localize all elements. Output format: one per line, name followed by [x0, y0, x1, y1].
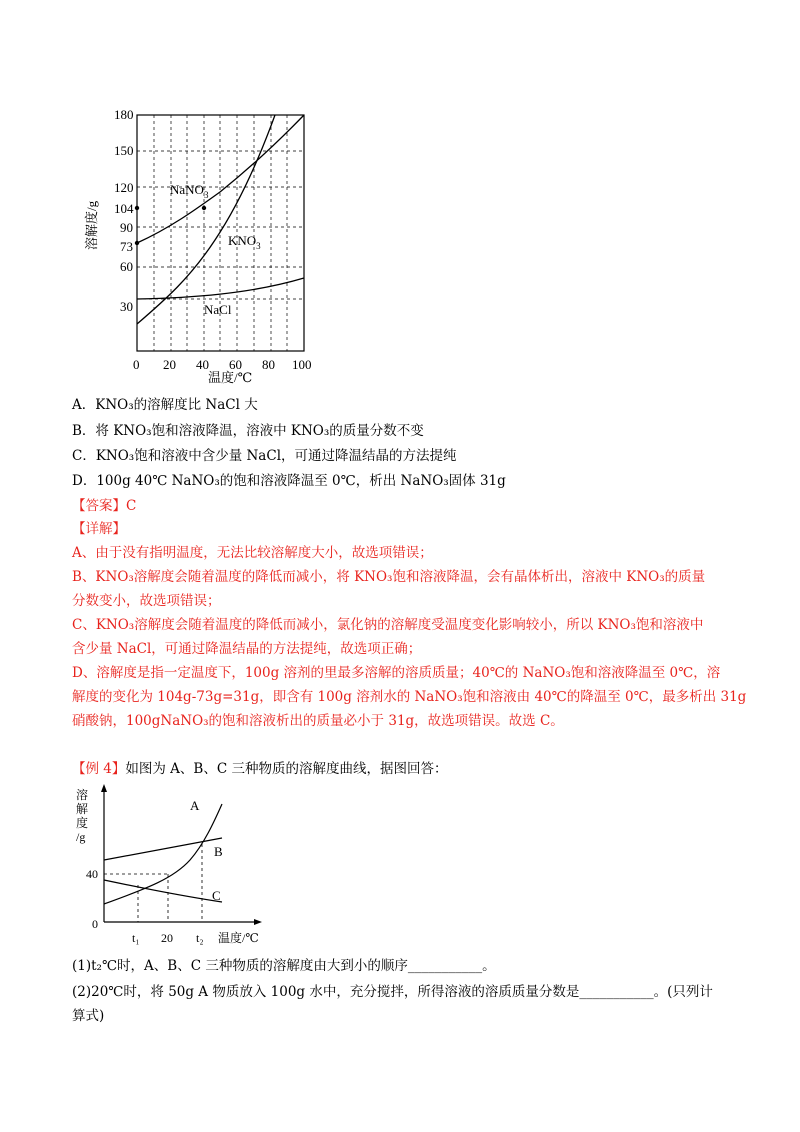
x-axis-label: 温度/℃ [208, 370, 253, 385]
x-tick: 20 [161, 931, 173, 945]
detail-line: C、KNO₃溶解度会随着温度的降低而减小，氯化钠的溶解度受温度变化影响较小，所以 KNO₃饱和溶液中 [72, 617, 704, 633]
y-tick: 0 [92, 917, 98, 931]
y-tick: 180 [114, 107, 134, 122]
answer-row [72, 497, 136, 515]
nano3-curve [137, 115, 304, 243]
nacl-curve [137, 278, 304, 299]
detail-line: 硝酸钠，100gNaNO₃的饱和溶液析出的质量必小于 31g，故选项错误。故选 C。 [72, 713, 564, 729]
nacl-label: NaCl [204, 302, 232, 317]
option-b: B．将 KNO₃饱和溶液降温，溶液中 KNO₃的质量分数不变 [72, 423, 424, 439]
y-tick: 90 [120, 220, 133, 235]
series-label-a: A [190, 798, 200, 813]
curve-a [104, 804, 222, 904]
detail-line: B、KNO₃溶解度会随着温度的降低而减小，将 KNO₃饱和溶液降温，会有晶体析出，溶液中 KNO₃的质量 [72, 569, 706, 585]
data-point [135, 241, 139, 245]
example4-text: 如图为 A、B、C 三种物质的溶解度曲线，据图回答： [125, 761, 448, 777]
series-label-c: C [212, 888, 221, 903]
y-axis-label: /g [76, 830, 86, 844]
x-tick: 40 [196, 357, 209, 372]
x-tick: 60 [229, 357, 242, 372]
detail-line: 解度的变化为 104g-73g=31g，即含有 100g 溶剂水的 NaNO₃饱和溶液由 40℃的降温至 0℃，最多析出 31g [72, 689, 747, 705]
kno3-label: $KNO_3$ [228, 233, 261, 251]
y-tick: 104 [114, 201, 134, 216]
y-tick: 120 [114, 180, 134, 195]
grid-horizontal [137, 151, 304, 299]
question-2: (2)20℃时，将 50g A 物质放入 100g 水中，充分搅拌，所得溶液的溶质质量分数是___________。(只列计 [72, 984, 713, 1000]
answer-tag: 【答案】 [72, 498, 126, 514]
option-d: D．100g 40℃ NaNO₃的饱和溶液降温至 0℃，析出 NaNO₃固体 31g [72, 473, 506, 489]
x-tick: 100 [292, 357, 312, 372]
x-tick: t₂ [196, 931, 204, 945]
nano3-label: NaNO$_3$ [170, 182, 209, 200]
option-c: C．KNO₃饱和溶液中含少量 NaCl，可通过降温结晶的方法提纯 [72, 448, 457, 464]
y-tick: 40 [86, 867, 98, 881]
x-axis-label: 温度/℃ [218, 931, 259, 945]
example4-heading [72, 760, 447, 778]
series-label-b: B [214, 844, 223, 859]
question-2-cont: 算式) [72, 1008, 105, 1024]
x-tick: 0 [133, 357, 140, 372]
answer-value: C [126, 498, 137, 514]
x-tick: t₁ [132, 931, 140, 945]
solubility-chart-2 [72, 782, 272, 950]
data-point [202, 206, 206, 210]
y-axis-label: 溶 [76, 788, 89, 802]
curve-b [104, 838, 222, 860]
detail-line: 分数变小，故选项错误； [72, 593, 221, 609]
detail-tag-label: 【详解】 [72, 521, 126, 537]
detail-line: A、由于没有指明温度，无法比较溶解度大小，故选项错误； [72, 545, 433, 561]
curve-c [104, 880, 222, 902]
x-tick: 80 [262, 357, 275, 372]
data-point [135, 206, 139, 210]
y-axis-label: 解 [76, 802, 89, 816]
y-tick: 73 [120, 239, 133, 254]
question-1: (1)t₂℃时，A、B、C 三种物质的溶解度由大到小的顺序___________。 [72, 958, 496, 974]
detail-tag [72, 520, 126, 538]
y-tick: 150 [114, 143, 134, 158]
y-axis-label: 溶解度/g [84, 200, 99, 250]
y-tick: 60 [120, 259, 133, 274]
example4-tag: 【例 4】 [72, 761, 126, 777]
option-a: A．KNO₃的溶解度比 NaCl 大 [72, 397, 258, 413]
detail-line: 含少量 NaCl，可通过降温结晶的方法提纯，故选项正确； [72, 641, 422, 657]
x-tick: 20 [163, 357, 176, 372]
detail-line: D、溶解度是指一定温度下，100g 溶剂的里最多溶解的溶质质量；40℃的 NaNO₃饱和溶液降温至 0℃，溶 [72, 665, 721, 681]
solubility-chart-1 [80, 100, 330, 385]
y-axis-label: 度 [76, 816, 89, 830]
y-tick: 30 [120, 299, 133, 314]
